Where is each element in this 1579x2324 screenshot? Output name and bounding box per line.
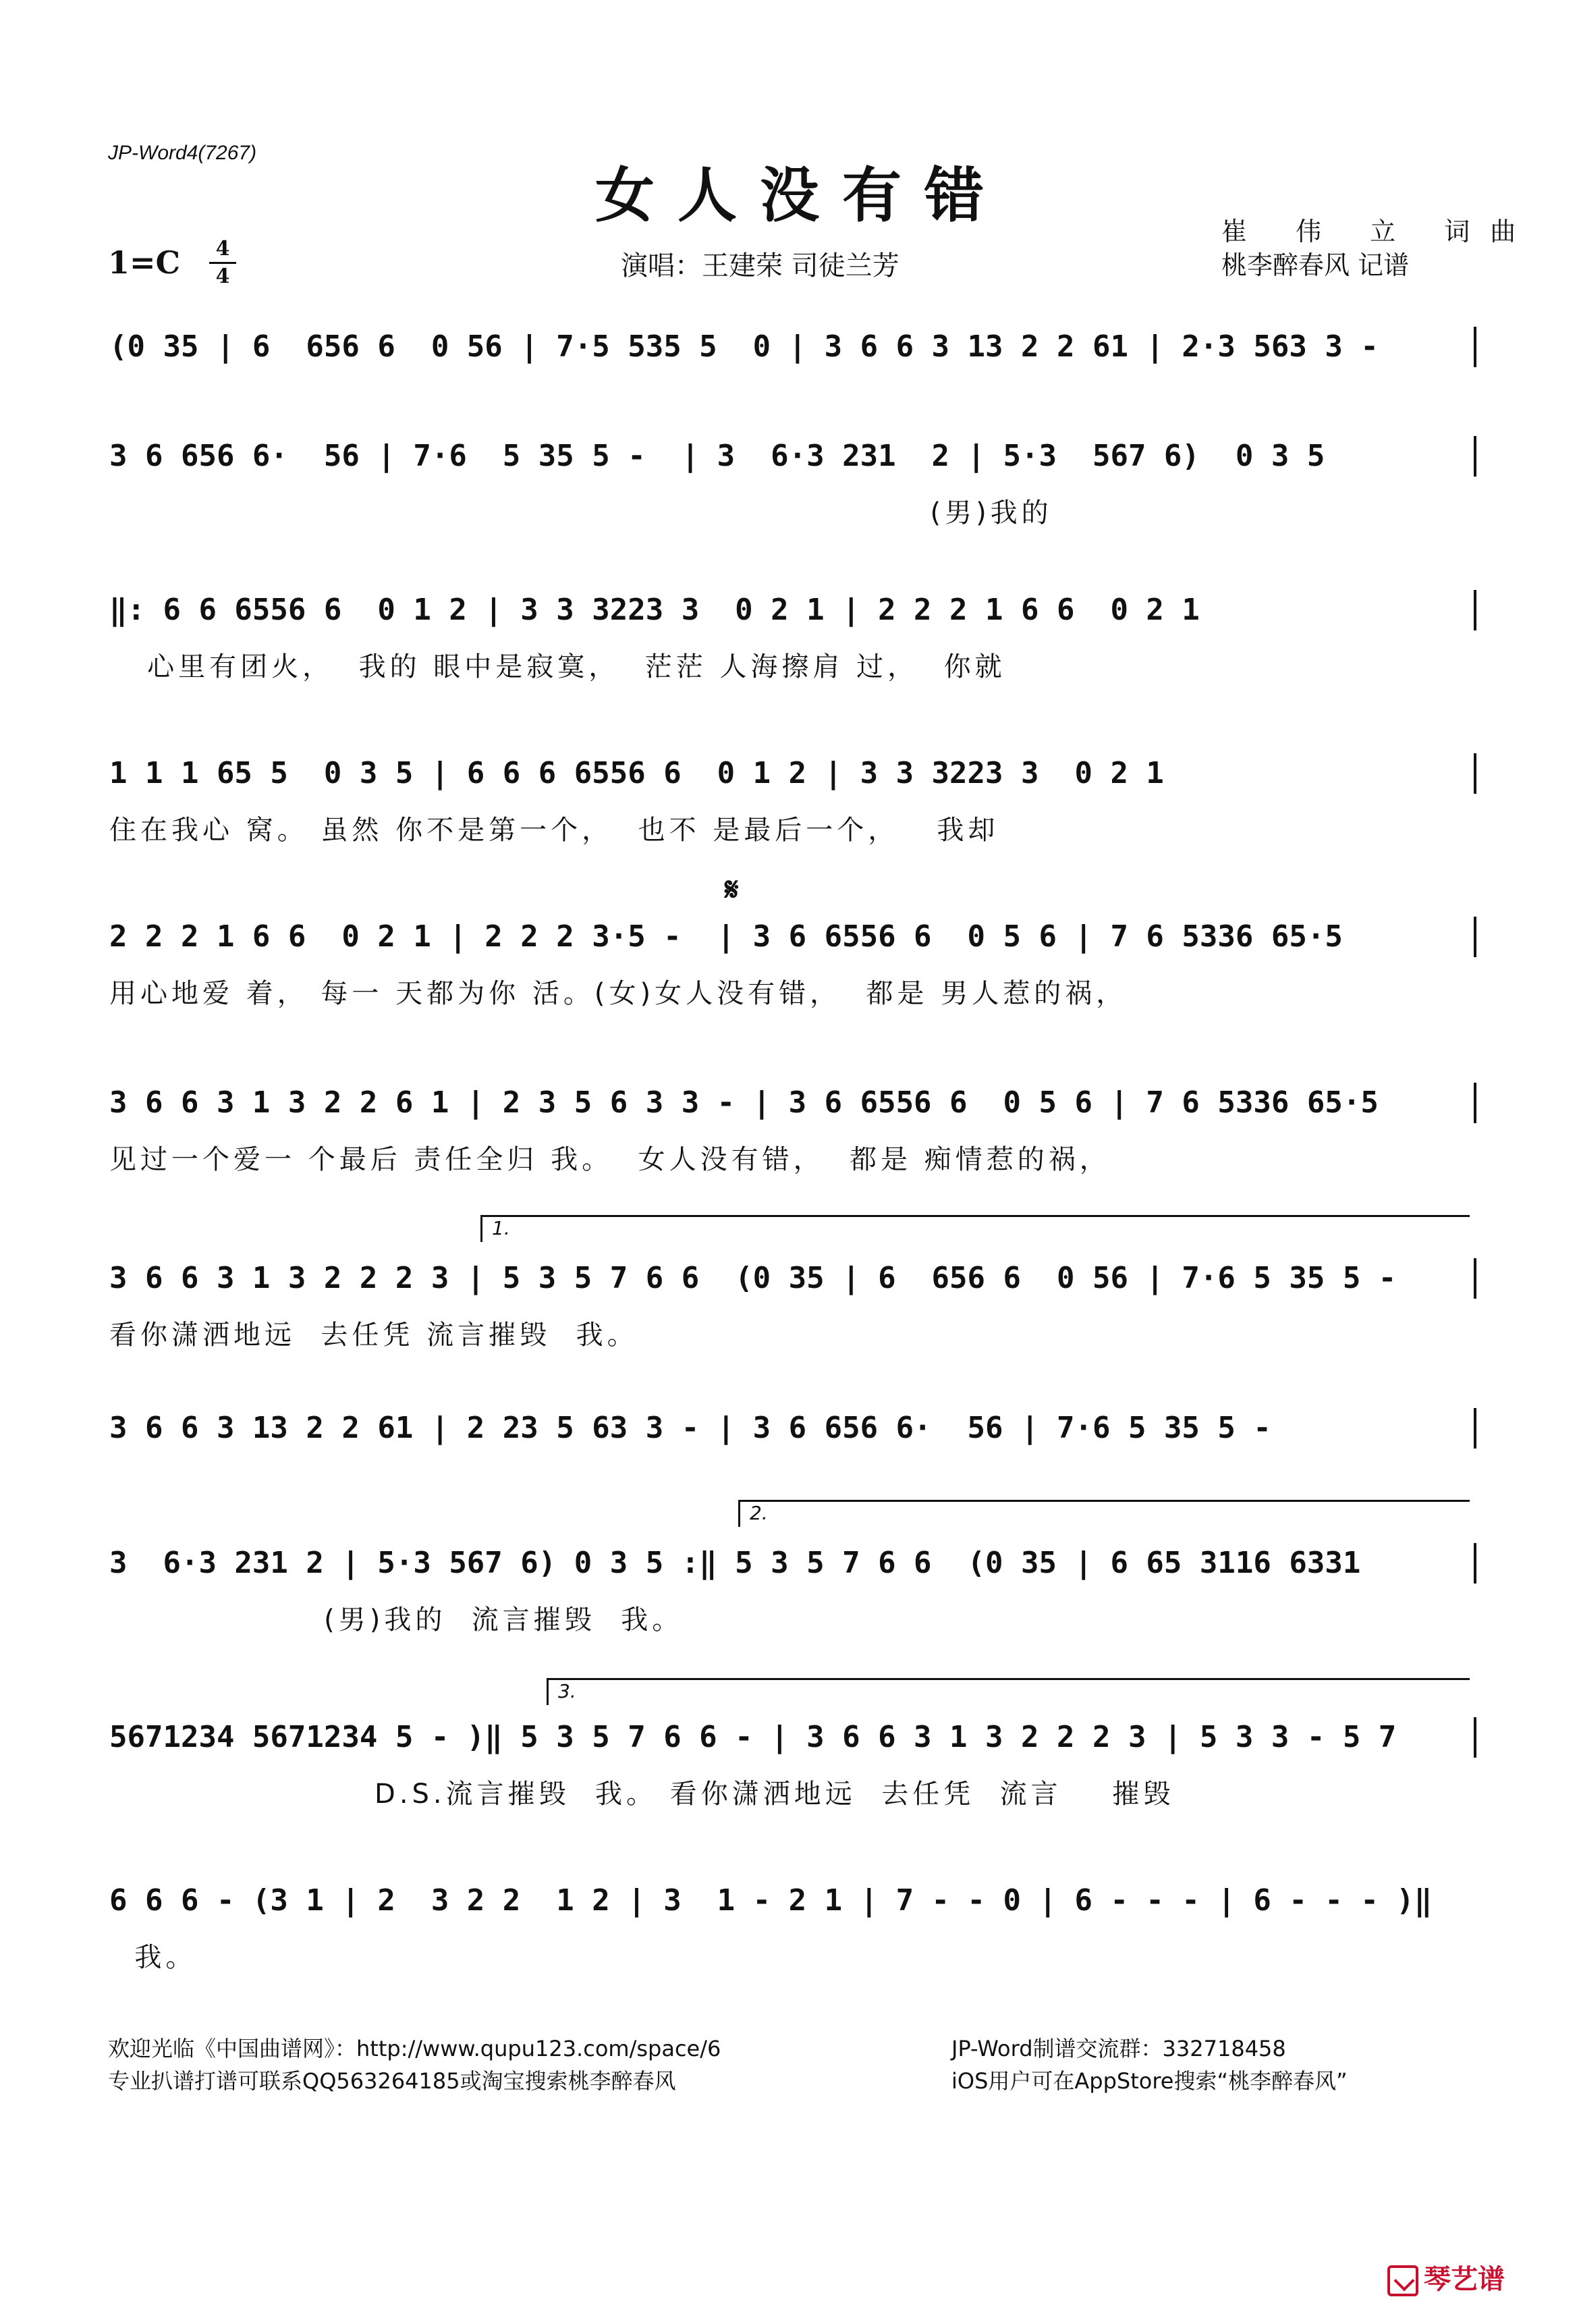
lyrics-row: 我。 [109, 1942, 197, 1973]
volta-2: 2. [738, 1500, 1470, 1527]
score-line-3 [109, 593, 1472, 682]
notation-row: 3 6 6 3 1 3 2 2 6 1 | 2 3 5 6 3 3 - | 3 6 6556 6 0 5 6 | 7 6 5336 65·5 [109, 1085, 1379, 1120]
lyrics-row: (男)我的 [109, 497, 1053, 529]
score-line-7 [109, 1261, 1472, 1351]
volta-3: 3. [547, 1678, 1470, 1705]
logo-icon [1387, 2265, 1418, 2296]
notation-row: 3 6 656 6· 56 | 7·6 5 35 5 - | 3 6·3 231 2 | 5·3 567 6) 0 3 5 [109, 439, 1325, 473]
transcriber-credit: 桃李醉春风 记谱 [1221, 250, 1410, 280]
barline [1474, 436, 1476, 477]
lyrics-row: 看你潇洒地远 去任凭 流言摧毁 我。 [109, 1320, 638, 1351]
footer-contact: 专业扒谱打谱可联系QQ563264185或淘宝搜索桃李醉春风 [108, 2068, 676, 2094]
score-line-2 [109, 439, 1472, 529]
notation-row: 3 6 6 3 13 2 2 61 | 2 23 5 63 3 - | 3 6 656 6· 56 | 7·6 5 35 5 - [109, 1411, 1271, 1445]
notation-row: 2 2 2 1 6 6 0 2 1 | 2 2 2 3·5 - | 3 6 6556 6 0 5 6 | 7 6 5336 65·5 [109, 919, 1343, 954]
barline [1474, 590, 1476, 630]
notation-row: ‖: 6 6 6556 6 0 1 2 | 3 3 3223 3 0 2 1 | 2 2 2 1 6 6 0 2 1 [109, 593, 1200, 627]
footer-site-link: 欢迎光临《中国曲谱网》：http://www.qupu123.com/space/6 [108, 2036, 721, 2061]
score-line-5 [109, 919, 1472, 1009]
barline [1474, 327, 1476, 367]
notation-row: 5671234 5671234 5 - )‖ 5 3 5 7 6 6 - | 3 6 6 3 1 3 2 2 2 3 | 5 3 3 - 5 7 [109, 1720, 1397, 1754]
notation-row: 3 6 6 3 1 3 2 2 2 3 | 5 3 5 7 6 6 (0 35 | 6 656 6 0 56 | 7·6 5 35 5 - [109, 1261, 1397, 1295]
notation-row: 3 6·3 231 2 | 5·3 567 6) 0 3 5 :‖ 5 3 5 7 6 6 (0 35 | 6 65 3116 6331 [109, 1546, 1361, 1580]
notation-row: 1 1 1 65 5 0 3 5 | 6 6 6 6556 6 0 1 2 | 3 3 3223 3 0 2 1 [109, 756, 1164, 790]
score-line-6 [109, 1085, 1472, 1175]
score-line-4 [109, 756, 1472, 846]
time-signature-bottom: 4 [215, 265, 230, 288]
footer-group: JP-Word制谱交流群：332718458 [951, 2036, 1286, 2061]
score-line-9 [109, 1546, 1472, 1636]
barline [1474, 917, 1476, 957]
time-signature [209, 238, 236, 288]
score-line-1 [109, 329, 1472, 410]
barline [1474, 1543, 1476, 1584]
lyrics-row: (男)我的 流言摧毁 我。 [109, 1604, 684, 1636]
page-title: 女人没有错 [594, 161, 1007, 230]
notation-row: (0 35 | 6 656 6 0 56 | 7·5 535 5 0 | 3 6 6 3 13 2 2 61 | 2·3 563 3 - [109, 329, 1379, 364]
barline [1474, 1408, 1476, 1449]
key-signature: 1=C [108, 244, 181, 281]
time-signature-top: 4 [215, 237, 230, 261]
lyrics-row: D.S.流言摧毁 我。 看你潇洒地远 去任凭 流言 摧毁 [109, 1779, 1175, 1810]
singers-credit: 演唱：王建荣 司徒兰芳 [621, 250, 899, 281]
segno-sign: 𝄋 [725, 871, 739, 909]
barline [1474, 1717, 1476, 1758]
score-line-11 [109, 1883, 1472, 1973]
lyrics-row: 用心地爱 着， 每一 天都为你 活。(女)女人没有错， 都是 男人惹的祸， [109, 978, 1128, 1009]
software-label: JP-Word4(7267) [108, 142, 257, 164]
lyrics-row: 见过一个爱一 个最后 责任全归 我。 女人没有错， 都是 痴情惹的祸， [109, 1144, 1111, 1175]
score-line-10 [109, 1720, 1472, 1810]
volta-1: 1. [480, 1215, 1470, 1242]
barline [1474, 1258, 1476, 1299]
footer-appstore: iOS用户可在AppStore搜索“桃李醉春风” [951, 2068, 1348, 2094]
site-logo [1387, 2258, 1505, 2296]
barline [1474, 753, 1476, 794]
lyrics-row: 心里有团火， 我的 眼中是寂寞， 茫茫 人海擦肩 过， 你就 [109, 651, 1006, 682]
score-line-8 [109, 1411, 1472, 1492]
composer-credit: 崔 伟 立 词曲 [1221, 217, 1536, 246]
lyrics-row: 住在我心 窝。 虽然 你不是第一个， 也不 是最后一个， 我却 [109, 815, 999, 846]
notation-row: 6 6 6 - (3 1 | 2 3 2 2 1 2 | 3 1 - 2 1 | 7 - - 0 | 6 - - - | 6 - - - )‖ [109, 1883, 1433, 1918]
logo-text: 琴艺谱 [1424, 2264, 1505, 2295]
barline [1474, 1083, 1476, 1123]
